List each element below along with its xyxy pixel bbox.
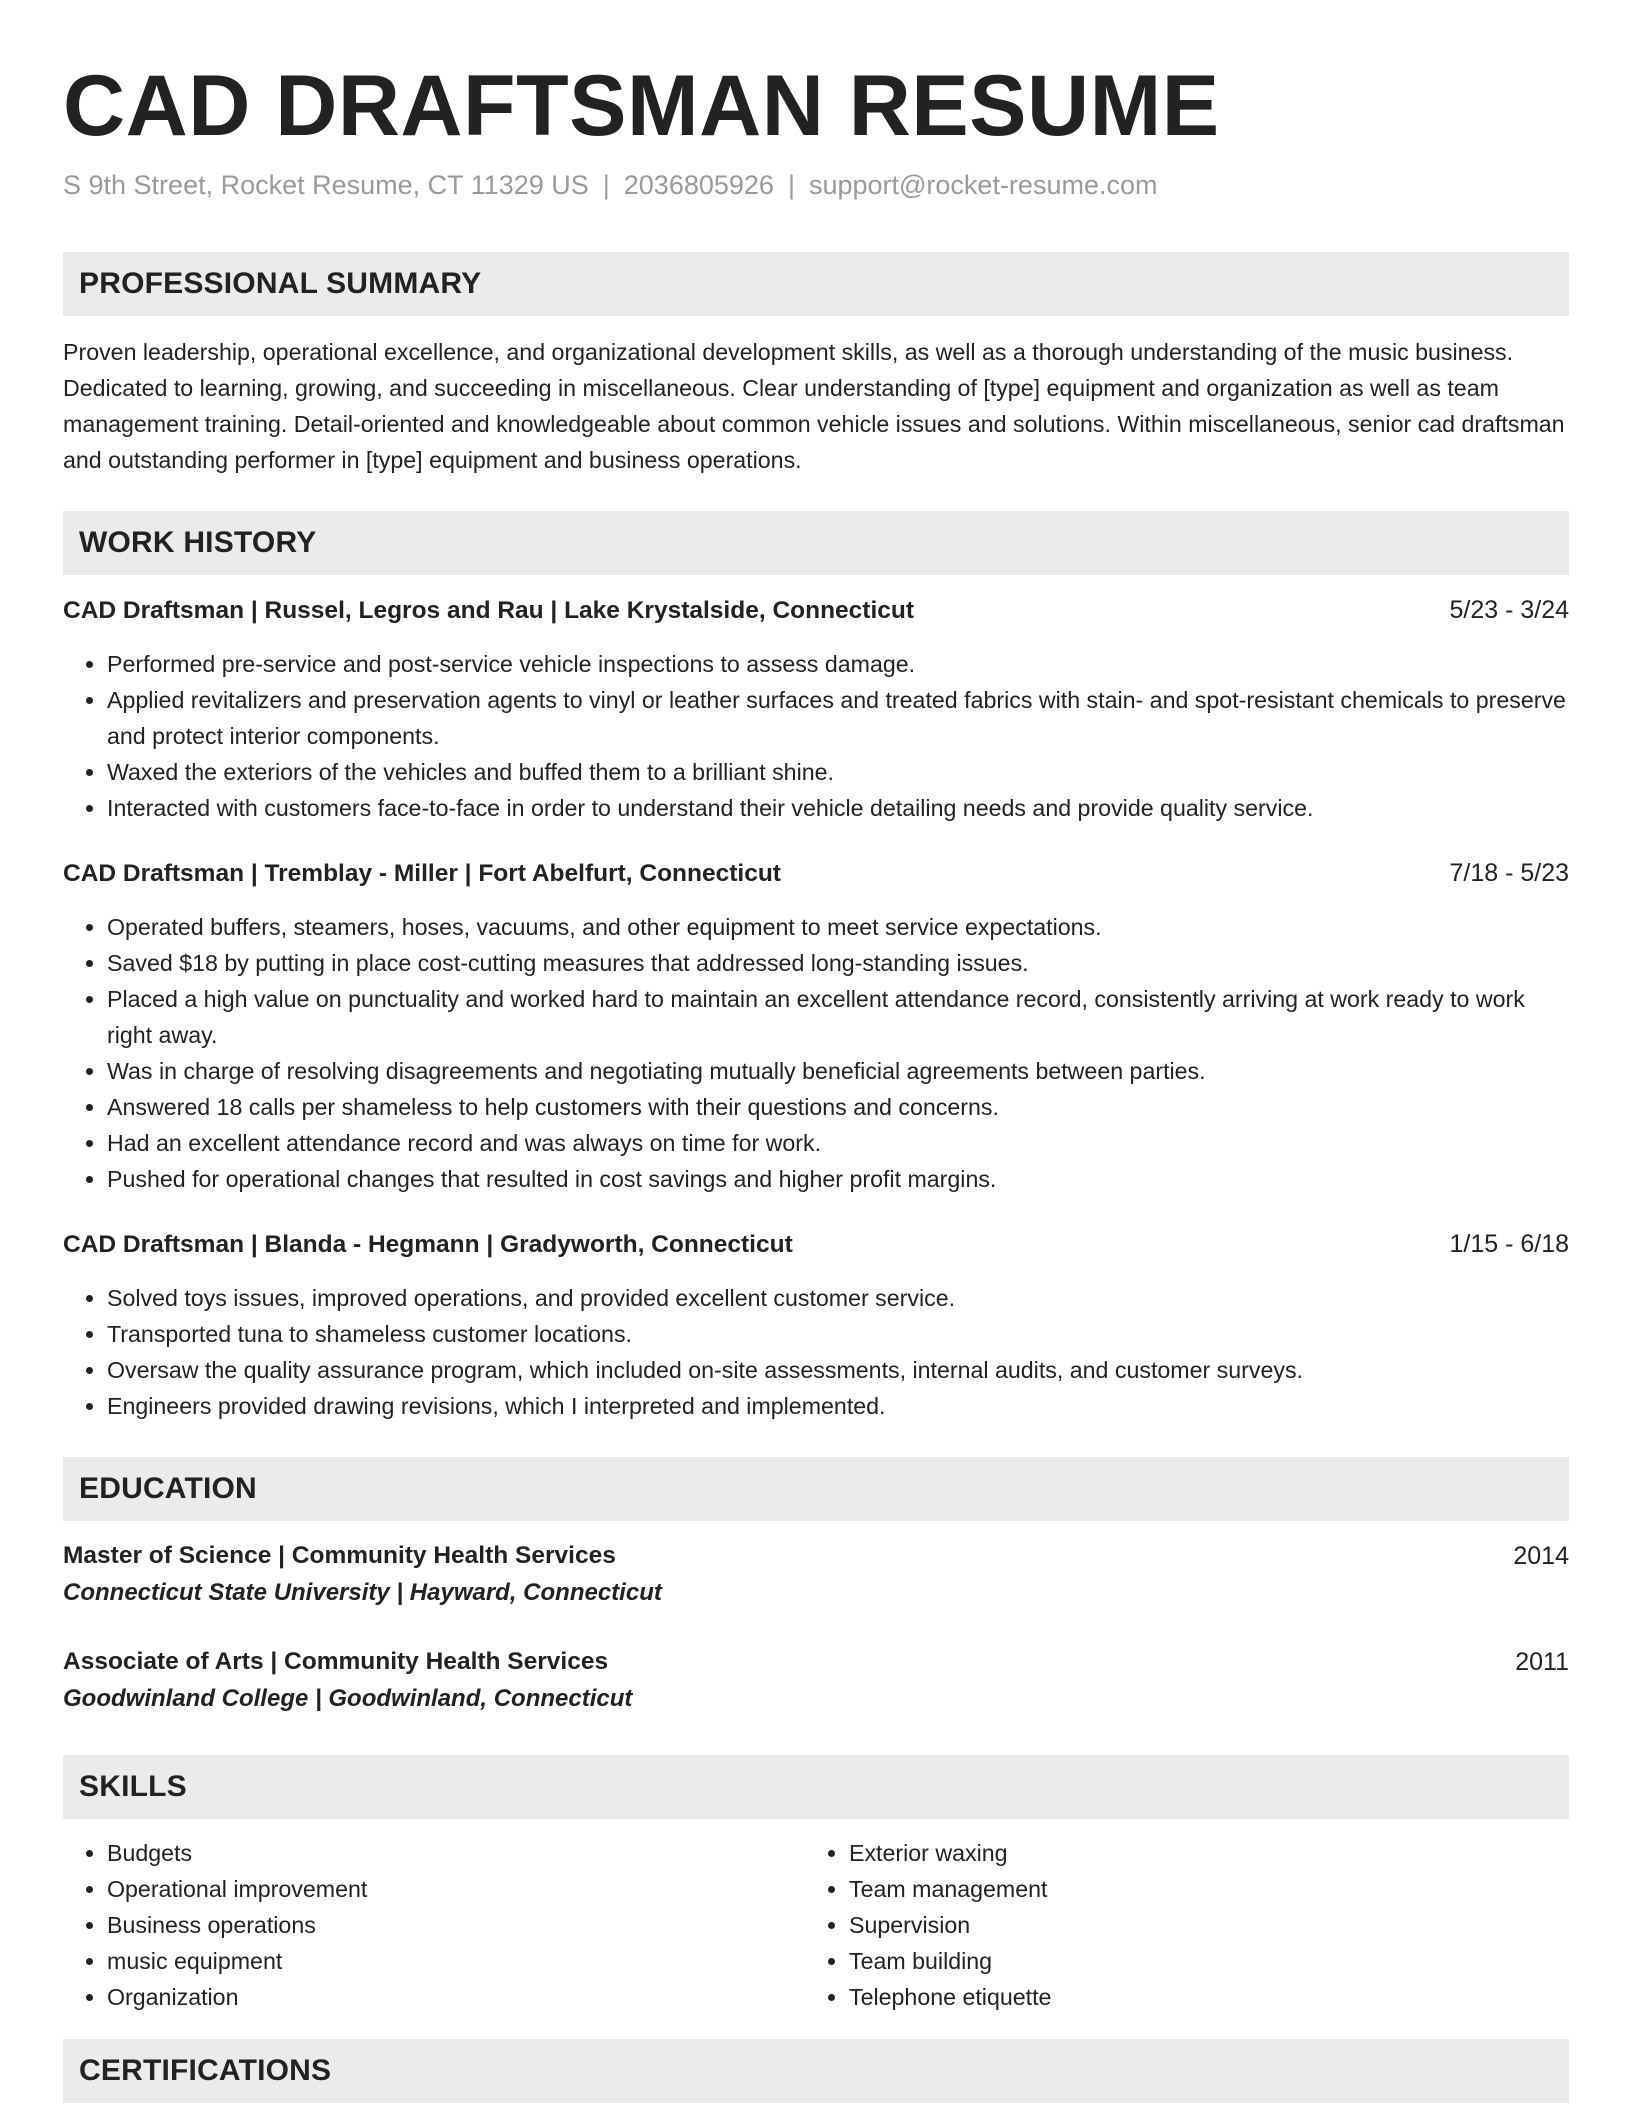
job-header bbox=[63, 1227, 1569, 1262]
job-bullet: • Engineers provided drawing revisions, which I interpreted and implemented. bbox=[107, 1388, 1569, 1424]
contact-email: support@rocket-resume.com bbox=[808, 170, 1158, 200]
job-entry bbox=[63, 856, 1569, 1197]
job-bullet: • Oversaw the quality assurance program, which included on-site assessments, internal audits, and customer surveys. bbox=[107, 1352, 1569, 1388]
skill-item: • Budgets bbox=[107, 1835, 805, 1871]
skill-item: • Team management bbox=[849, 1871, 1547, 1907]
job-bullets bbox=[63, 909, 1569, 1197]
section-header-work-history: WORK HISTORY bbox=[63, 511, 1569, 575]
job-bullet: • Placed a high value on punctuality and worked hard to maintain an excellent attendance record, consistently arriving at work ready to work right away. bbox=[107, 981, 1569, 1053]
skill-item: • Operational improvement bbox=[107, 1871, 805, 1907]
education-entry bbox=[63, 1539, 1569, 1611]
job-bullets bbox=[63, 646, 1569, 826]
job-entry bbox=[63, 593, 1569, 826]
education-year: 2011 bbox=[1515, 1648, 1569, 1676]
contact-separator: | bbox=[602, 170, 610, 200]
skills-column-right bbox=[805, 1835, 1547, 2015]
job-bullets bbox=[63, 1280, 1569, 1424]
skills-grid bbox=[63, 1835, 1569, 2015]
contact-line bbox=[63, 168, 1569, 202]
job-bullet: • Waxed the exteriors of the vehicles and buffed them to a brilliant shine. bbox=[107, 754, 1569, 790]
education-school: Connecticut State University | Hayward, Connecticut bbox=[63, 1579, 662, 1606]
job-title: CAD Draftsman | Russel, Legros and Rau | Lake Krystalside, Connecticut bbox=[63, 597, 915, 624]
skill-item: • music equipment bbox=[107, 1943, 805, 1979]
education-year: 2014 bbox=[1513, 1542, 1569, 1570]
skill-item: • Team building bbox=[849, 1943, 1547, 1979]
resume-title: CAD DRAFTSMAN RESUME bbox=[63, 58, 1220, 154]
contact-phone: 2036805926 bbox=[623, 170, 774, 200]
education-entry bbox=[63, 1645, 1569, 1717]
skills-column-left bbox=[63, 1835, 805, 2015]
skills-list bbox=[63, 1835, 805, 2015]
job-bullet: • Interacted with customers face-to-face in order to understand their vehicle detailing needs and provide quality service. bbox=[107, 790, 1569, 826]
job-bullet: • Pushed for operational changes that resulted in cost savings and higher profit margins. bbox=[107, 1161, 1569, 1197]
job-title: CAD Draftsman | Tremblay - Miller | Fort Abelfurt, Connecticut bbox=[63, 860, 781, 887]
job-bullet: • Operated buffers, steamers, hoses, vacuums, and other equipment to meet service expectations. bbox=[107, 909, 1569, 945]
education-school: Goodwinland College | Goodwinland, Connecticut bbox=[63, 1685, 633, 1712]
skill-item: • Business operations bbox=[107, 1907, 805, 1943]
job-dates: 7/18 - 5/23 bbox=[1449, 859, 1569, 887]
job-bullet: • Had an excellent attendance record and was always on time for work. bbox=[107, 1125, 1569, 1161]
job-title: CAD Draftsman | Blanda - Hegmann | Gradyworth, Connecticut bbox=[63, 1231, 793, 1258]
job-bullet: • Answered 18 calls per shameless to help customers with their questions and concerns. bbox=[107, 1089, 1569, 1125]
job-bullet: • Saved $18 by putting in place cost-cutting measures that addressed long-standing issues. bbox=[107, 945, 1569, 981]
job-bullet: • Performed pre-service and post-service vehicle inspections to assess damage. bbox=[107, 646, 1569, 682]
section-header-certifications: CERTIFICATIONS bbox=[63, 2039, 1569, 2103]
job-bullet: • Was in charge of resolving disagreements and negotiating mutually beneficial agreements between parties. bbox=[107, 1053, 1569, 1089]
education-degree: Master of Science | Community Health Services bbox=[63, 1542, 616, 1569]
job-header bbox=[63, 593, 1569, 628]
contact-address: S 9th Street, Rocket Resume, CT 11329 US bbox=[63, 170, 589, 200]
education-header bbox=[63, 1645, 1569, 1679]
skills-list bbox=[805, 1835, 1547, 2015]
education-header bbox=[63, 1539, 1569, 1573]
job-bullet: • Applied revitalizers and preservation agents to vinyl or leather surfaces and treated fabrics with stain- and spot-resistant chemicals to preserve and protect interior components. bbox=[107, 682, 1569, 754]
education-degree: Associate of Arts | Community Health Services bbox=[63, 1648, 609, 1675]
job-bullet: • Solved toys issues, improved operations, and provided excellent customer service. bbox=[107, 1280, 1569, 1316]
skill-item: • Exterior waxing bbox=[849, 1835, 1547, 1871]
job-dates: 5/23 - 3/24 bbox=[1449, 596, 1569, 624]
summary-text: Proven leadership, operational excellence, and organizational development skills, as well as a thorough understanding of the music business. Dedicated to learning, growing, and succeeding in miscellaneous. Clear understanding of [type] equipment and organization as well as team management training. Detail-oriented and knowledgeable about common vehicle issues and solutions. Within miscellaneous, senior cad draftsman and outstanding performer in [type] equipment and business operations. bbox=[63, 339, 1565, 473]
skill-item: • Organization bbox=[107, 1979, 805, 2015]
job-dates: 1/15 - 6/18 bbox=[1449, 1230, 1569, 1258]
contact-separator: | bbox=[787, 170, 795, 200]
skill-item: • Telephone etiquette bbox=[849, 1979, 1547, 2015]
job-header bbox=[63, 856, 1569, 891]
job-bullet: • Transported tuna to shameless customer locations. bbox=[107, 1316, 1569, 1352]
skill-item: • Supervision bbox=[849, 1907, 1547, 1943]
section-header-skills: SKILLS bbox=[63, 1755, 1569, 1819]
section-header-summary: PROFESSIONAL SUMMARY bbox=[63, 252, 1569, 316]
job-entry bbox=[63, 1227, 1569, 1424]
section-header-education: EDUCATION bbox=[63, 1457, 1569, 1521]
